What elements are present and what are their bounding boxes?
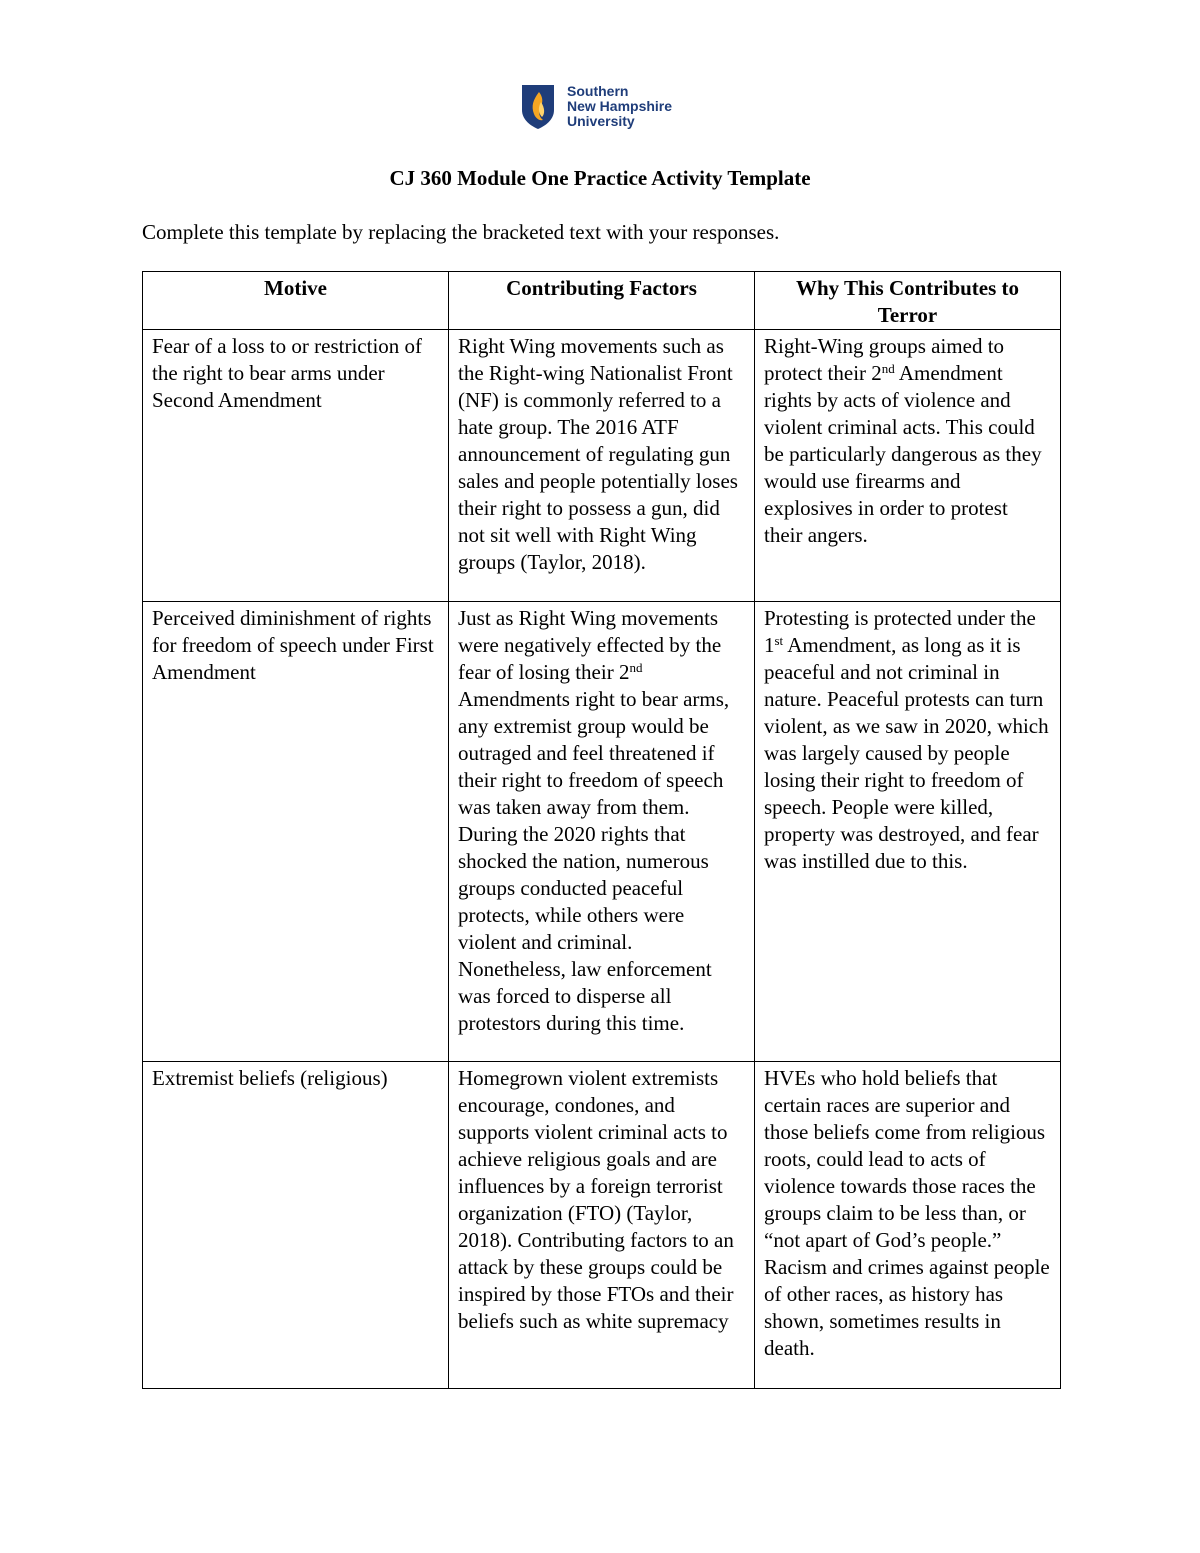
instructions: Complete this template by replacing the bracketed text with your responses. bbox=[142, 220, 780, 244]
why-text: Amendment rights by acts of violence and violent criminal acts. This could be particularly dangerous as they would use firearms and explosives in order to protest their angers. bbox=[764, 361, 1042, 547]
ordinal-suffix: nd bbox=[881, 361, 895, 376]
logo-line-1: Southern bbox=[567, 83, 629, 99]
header-contributing-factors: Contributing Factors bbox=[449, 272, 755, 330]
factors-cell bbox=[449, 602, 755, 1062]
table-header-row bbox=[143, 272, 1061, 330]
header-why-contributes: Why This Contributes to Terror bbox=[755, 272, 1061, 330]
flame-shield-icon bbox=[521, 84, 555, 130]
motive-cell: Fear of a loss to or restriction of the right to bear arms under Second Amendment bbox=[143, 330, 449, 602]
motive-cell: Perceived diminishment of rights for freedom of speech under First Amendment bbox=[143, 602, 449, 1062]
logo-wordmark bbox=[567, 84, 672, 129]
header-motive: Motive bbox=[143, 272, 449, 330]
factors-text: Amendments right to bear arms, any extremist group would be outraged and feel threatened if their right to freedom of speech was taken away from them. During the 2020 rights that shocked the nation, numerous groups conducted peaceful protects, while others were violent and criminal. Nonetheless, law enforcement was forced to disperse all protestors during this time. bbox=[458, 687, 730, 1035]
ordinal-suffix: st bbox=[774, 633, 784, 648]
factors-cell: Right Wing movements such as the Right-wing Nationalist Front (NF) is commonly referred to a hate group. The 2016 ATF announcement of regulating gun sales and people potentially loses their right to possess a gun, did not sit well with Right Wing groups (Taylor, 2018). bbox=[449, 330, 755, 602]
table-row bbox=[143, 330, 1061, 602]
document-title: CJ 360 Module One Practice Activity Template bbox=[389, 166, 811, 190]
university-logo bbox=[521, 84, 691, 132]
logo-line-2: New Hampshire bbox=[567, 98, 673, 114]
why-text: Protesting is protected under the 1 bbox=[764, 606, 1036, 657]
motive-cell: Extremist beliefs (religious) bbox=[143, 1062, 449, 1389]
motive-table bbox=[142, 271, 1061, 1389]
factors-text: Just as Right Wing movements were negatively effected by the fear of losing their 2 bbox=[458, 606, 722, 684]
why-cell bbox=[755, 330, 1061, 602]
why-text: Amendment, as long as it is peaceful and not criminal in nature. Peaceful protests can turn violent, as we saw in 2020, which was largely caused by people losing their right to freedom of speech. People were killed, property was destroyed, and fear was instilled due to this. bbox=[764, 633, 1049, 873]
table-row bbox=[143, 602, 1061, 1062]
why-cell: HVEs who hold beliefs that certain races are superior and those beliefs come from religious roots, could lead to acts of violence towards those races the groups claim to be less than, or “not apart of God’s people.” Racism and crimes against people of other races, as history has shown, sometimes results in death. bbox=[755, 1062, 1061, 1389]
logo-line-3: University bbox=[567, 113, 635, 129]
ordinal-suffix: nd bbox=[629, 660, 643, 675]
factors-cell: Homegrown violent extremists encourage, condones, and supports violent criminal acts to achieve religious goals and are influences by a foreign terrorist organization (FTO) (Taylor, 2018). Contributing factors to an attack by these groups could be inspired by those FTOs and their beliefs such as white supremacy bbox=[449, 1062, 755, 1389]
why-cell bbox=[755, 602, 1061, 1062]
table-row bbox=[143, 1062, 1061, 1389]
why-text: Right-Wing groups aimed to protect their 2 bbox=[764, 334, 1005, 385]
